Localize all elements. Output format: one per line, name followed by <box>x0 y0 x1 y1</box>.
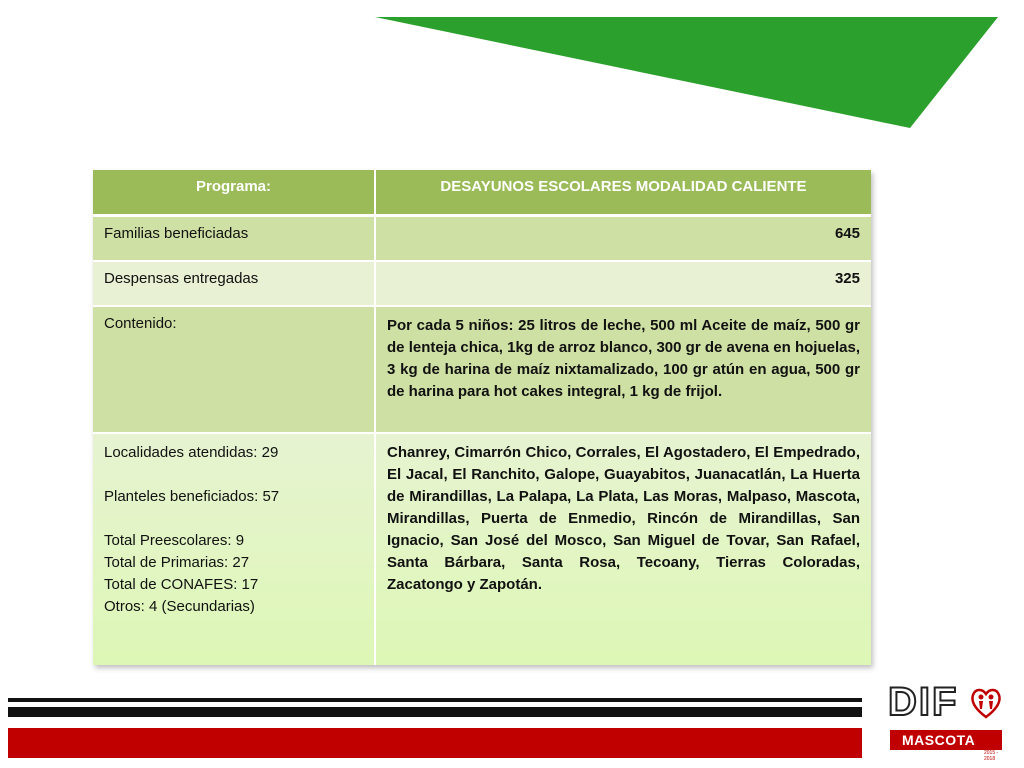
family-heart-icon <box>970 684 1002 720</box>
table-row-contenido <box>93 306 871 433</box>
table-row-familias <box>93 216 871 262</box>
familias-label: Familias beneficiadas <box>93 216 375 262</box>
localidades-count: Localidades atendidas: 29 <box>104 444 279 462</box>
header-program-name: DESAYUNOS ESCOLARES MODALIDAD CALIENTE <box>375 170 871 216</box>
conafes-count: Total de CONAFES: 17 <box>104 576 259 594</box>
footer-stripe-black <box>8 707 862 717</box>
familias-value: 645 <box>375 216 871 262</box>
planteles-count: Planteles beneficiados: 57 <box>104 488 280 506</box>
contenido-label: Contenido: <box>93 306 375 433</box>
green-triangle-shape <box>375 17 998 128</box>
mascota-label: MASCOTA <box>890 730 1002 750</box>
logo-years: 2015 - 2018 <box>984 750 999 762</box>
dif-logo-text: DIF <box>888 680 959 724</box>
primarias-count: Total de Primarias: 27 <box>104 554 250 572</box>
otros-count: Otros: 4 (Secundarias) <box>104 598 255 616</box>
despensas-value: 325 <box>375 261 871 306</box>
preescolares-count: Total Preescolares: 9 <box>104 532 245 550</box>
footer-stripe-thin <box>8 698 862 702</box>
table-row-despensas <box>93 261 871 306</box>
green-banner-decoration <box>0 0 1024 140</box>
program-table <box>93 170 871 665</box>
footer-stripe-red <box>8 728 862 758</box>
dif-mascota-logo <box>888 680 1004 762</box>
despensas-label: Despensas entregadas <box>93 261 375 306</box>
table-header-row <box>93 170 871 216</box>
header-program-label: Programa: <box>93 170 375 216</box>
localidades-list: Chanrey, Cimarrón Chico, Corrales, El Agostadero, El Empedrado, El Jacal, El Ranchito, Galope, Guayabitos, Juanacatlán, La Huerta de Mirandillas, La Palapa, La Plata, Las Moras, Malpaso, Mascota, Mirandillas, Puerta de Enmedio, Rincón de Mirandillas, San Ignacio, San José del Mosco, San Miguel de Tovar, San Rafael, Santa Bárbara, Santa Rosa, Tecoany, Tierras Coloradas, Zacatongo y Zapotán. <box>375 433 871 665</box>
program-table-container <box>93 170 871 665</box>
table-row-localidades <box>93 433 871 665</box>
localidades-summary <box>93 433 375 665</box>
contenido-value: Por cada 5 niños: 25 litros de leche, 500 ml Aceite de maíz, 500 gr de lenteja chica, 1kg de arroz blanco, 300 gr de avena en hojuelas, 3 kg de harina de maíz nixtamalizado, 100 gr atún en agua, 500 gr de harina para hot cakes integral, 1 kg de frijol. <box>375 306 871 433</box>
